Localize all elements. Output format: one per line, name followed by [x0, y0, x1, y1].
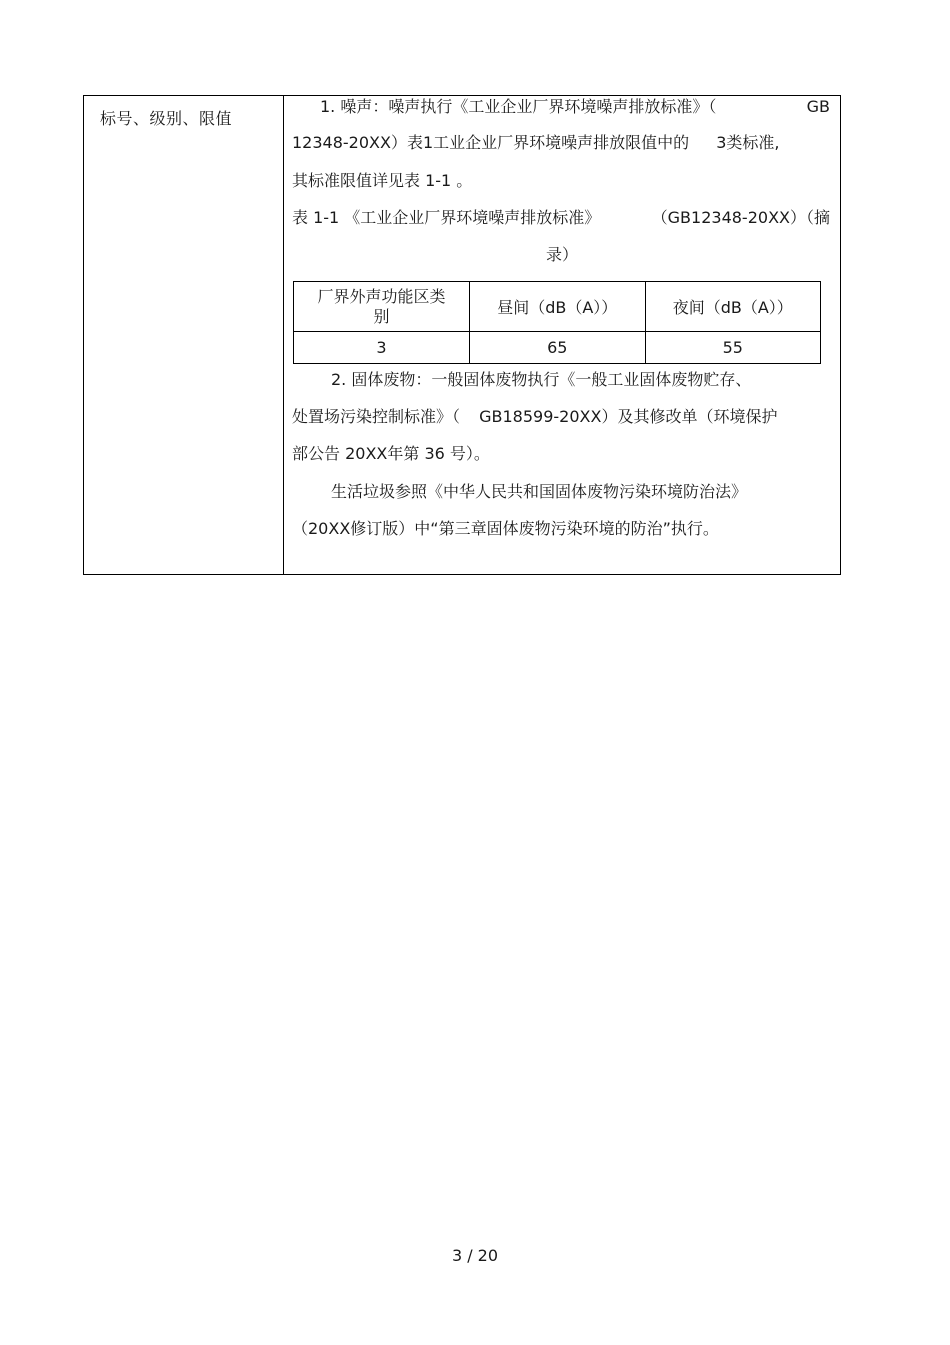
table-caption-part-2: （GB12348-20XX）（摘	[651, 208, 830, 227]
label-cell	[84, 96, 284, 574]
cell-zone-category: 3	[294, 332, 470, 364]
page-number: 3 / 20	[451, 1246, 499, 1265]
row-label: 标号、级别、限值	[100, 109, 233, 128]
table-row	[294, 332, 821, 364]
noise-limits-table	[293, 281, 821, 364]
noise-text-2a: 12348-20XX）表1工业企业厂界环境噪声排放限值中的	[292, 133, 690, 152]
table-header-row	[294, 282, 821, 332]
header-daytime: 昼间（dB（A））	[470, 282, 646, 332]
household-waste-line-1: 生活垃圾参照《中华人民共和国固体废物污染环境防治法》	[331, 482, 748, 501]
cell-nighttime-limit: 55	[645, 332, 821, 364]
cell-daytime-limit: 65	[470, 332, 646, 364]
content-cell	[284, 96, 840, 574]
solid-waste-line-2	[292, 407, 830, 427]
table-caption-line-1	[292, 208, 830, 228]
noise-text-1b: GB	[806, 97, 830, 116]
standards-table	[83, 95, 841, 575]
solid-waste-line-1: 2. 固体废物：一般固体废物执行《一般工业固体废物贮存、	[331, 370, 752, 389]
solid-waste-text-2b: GB18599-20XX）及其修改单（环境保护	[479, 407, 778, 426]
noise-text-1a: 1. 噪声：噪声执行《工业企业厂界环境噪声排放标准》（	[320, 97, 717, 116]
header-zone-category-line-1: 厂界外声功能区类	[317, 286, 446, 306]
noise-line-1	[292, 97, 830, 117]
solid-waste-text-2a: 处置场污染控制标准》（	[292, 407, 461, 426]
table-caption-line-2: 录）	[545, 245, 578, 264]
solid-waste-line-3: 部公告 20XX年第 36 号）。	[292, 444, 490, 463]
table-caption-part-1: 表 1-1 《工业企业厂界环境噪声排放标准》	[292, 208, 601, 227]
header-nighttime: 夜间（dB（A））	[645, 282, 821, 332]
household-waste-line-2: （20XX修订版）中“第三章固体废物污染环境的防治”执行。	[292, 519, 719, 538]
noise-line-2	[292, 133, 830, 153]
header-zone-category	[294, 282, 470, 332]
noise-text-2b: 3类标准,	[716, 133, 780, 152]
noise-line-3: 其标准限值详见表 1-1 。	[292, 171, 473, 190]
header-zone-category-line-2: 别	[373, 306, 390, 326]
